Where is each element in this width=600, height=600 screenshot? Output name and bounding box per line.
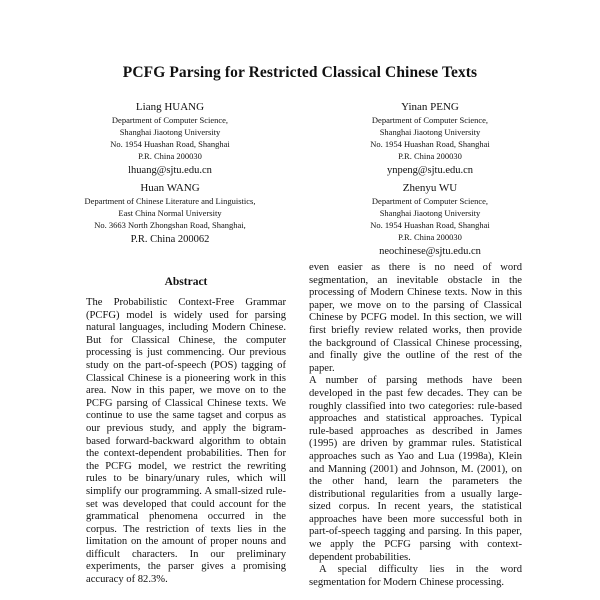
author-name: Huan WANG [140, 182, 200, 194]
author-affiliation-line: Shanghai Jiaotong University [119, 127, 221, 137]
author-affiliation-line: Department of Computer Science, [111, 115, 229, 125]
author-affiliation-line: No. 1954 Huashan Road, Shanghai [370, 139, 490, 149]
abstract-column [86, 297, 286, 600]
author-block-2 [315, 101, 545, 178]
introduction-column [309, 262, 522, 600]
author-affiliation-line: Department of Chinese Literature and Linguistics, [84, 196, 256, 206]
author-block-4 [315, 182, 545, 259]
author-name: Liang HUANG [135, 101, 205, 113]
author-affiliation-line: No. 1954 Huashan Road, Shanghai [370, 220, 490, 230]
author-affiliation-line: Shanghai Jiaotong University [379, 208, 481, 218]
author-affiliation-line: P.R. China 200030 [138, 151, 202, 161]
paper-title: PCFG Parsing for Restricted Classical Chinese Texts [122, 64, 478, 81]
author-affiliation-line: Shanghai Jiaotong University [379, 127, 481, 137]
author-postal-code: P.R. China 200062 [130, 234, 210, 245]
author-affiliation-line: No. 1954 Huashan Road, Shanghai [110, 139, 230, 149]
author-name: Zhenyu WU [402, 182, 458, 194]
abstract-heading: Abstract [164, 276, 208, 288]
author-affiliation-line: East China Normal University [118, 208, 222, 218]
author-affiliation-line: Department of Computer Science, [371, 196, 489, 206]
author-email: lhuang@sjtu.edu.cn [128, 165, 212, 176]
abstract-text: The Probabilistic Context-Free Grammar (PCFG) model is widely used for parsing natural languages, including Modern Chinese. But for Classical Chinese, the computer processing is just commencing. Our previous study on the part-of-speech (POS) tagging of Classical Chinese is a pioneering work in this area. Now in this paper, we move on to the PCFG parsing of Classical Chinese texts. We continue to use the same tagset and corpus as our previous study, and apply the bigram-based forward-backward algorithm to obtain the context-dependent probabilities. Then for the PCFG model, we restrict the rewriting rules to be binary/unary rules, which will simplify our programming. A small-sized rule-set was developed that could account for the grammatical phenomena occurred in the corpus. The restriction of texts lies in the limitation on the amount of proper nouns and difficult characters. In our preliminary experiments, the parser gives a promising accuracy of 82.3%. [86, 297, 286, 586]
author-name: Yinan PENG [401, 101, 459, 113]
author-block-1 [55, 101, 285, 178]
author-affiliation-line: P.R. China 200030 [398, 151, 462, 161]
body-paragraph: A number of parsing methods have been developed in the past few decades. They can be roughly classified into two categories: rule-based approaches and statistical approaches. Typical rule-based approaches as described in James (1995) are driven by grammar rules. Statistical approaches such as Yao and Lua (1998a), Klein and Manning (2001) and Johnson, M. (2001), on the other hand, learn the parameters the distributional regularities from a usually large-sized corpus. In recent years, the statistical approaches have been more successful both in part-of-speech tagging and parsing. In this paper, we apply the PCFG parsing with context-dependent probabilities. [309, 375, 522, 563]
author-affiliation-line: No. 3663 North Zhongshan Road, Shanghai, [94, 220, 246, 230]
author-email: neochinese@sjtu.edu.cn [379, 246, 481, 257]
body-paragraph: even easier as there is no need of word segmentation, an inevitable obstacle in the processing of Modern Chinese texts. Now in this paper, we move on to the parsing of Classical Chinese by PCFG model. In this section, we will first briefly review related works, then provide the background of Classical Chinese processing, and finally give the outline of the rest of the paper. [309, 262, 522, 374]
author-affiliation-line: Department of Computer Science, [371, 115, 489, 125]
author-email: ynpeng@sjtu.edu.cn [386, 165, 474, 176]
body-paragraph: A special difficulty lies in the word segmentation for Modern Chinese processing. [309, 564, 522, 588]
author-affiliation-line: P.R. China 200030 [398, 232, 462, 242]
author-block-3 [55, 182, 285, 247]
